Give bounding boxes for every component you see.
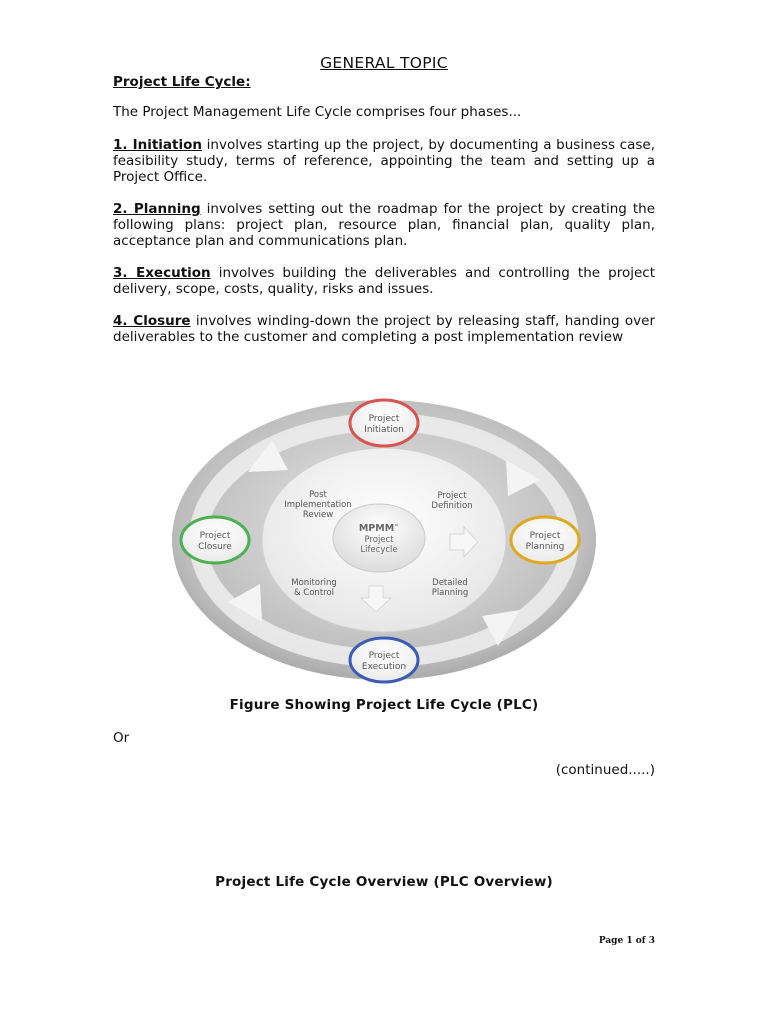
node-project-initiation <box>350 400 418 446</box>
svg-text:Project: Project <box>199 531 231 541</box>
step-detailed-planning: Detailed <box>432 578 468 588</box>
svg-text:Initiation: Initiation <box>364 425 404 435</box>
phase-text: involves winding-down the project by releasing staff, handing over deliverables to the customer and completing a post implementation review <box>113 313 655 345</box>
step-detailed-planning: Planning <box>431 588 469 598</box>
page-title: GENERAL TOPIC <box>320 54 448 72</box>
node-project-closure <box>181 517 249 563</box>
center-label: Lifecycle <box>360 545 398 555</box>
center-label: Project <box>364 535 394 545</box>
svg-text:Project: Project <box>529 531 561 541</box>
project-lifecycle-diagram <box>168 388 600 684</box>
step-project-definition: Project <box>437 491 467 501</box>
phase-text: involves building the deliverables and controlling the project delivery, scope, costs, quality, risks and issues. <box>113 265 655 297</box>
svg-text:Closure: Closure <box>198 542 232 552</box>
step-post-implementation-review: Review <box>302 510 334 520</box>
figure-caption: Figure Showing Project Life Cycle (PLC) <box>229 697 539 713</box>
step-monitoring-control: & Control <box>293 588 335 598</box>
svg-text:Project: Project <box>368 414 400 424</box>
section-heading: Project Life Cycle: <box>113 74 251 90</box>
or-text: Or <box>113 730 130 746</box>
svg-text:Planning: Planning <box>525 542 565 552</box>
phase-closure-paragraph <box>113 313 655 345</box>
node-project-planning <box>511 517 579 563</box>
svg-text:Execution: Execution <box>361 662 407 672</box>
center-label: MPMM™ <box>358 523 400 534</box>
phase-execution-paragraph <box>113 265 655 297</box>
phase-label: 3. Execution <box>113 265 211 281</box>
step-monitoring-control: Monitoring <box>291 578 337 588</box>
phase-planning-paragraph <box>113 201 655 249</box>
overview-heading: Project Life Cycle Overview (PLC Overview) <box>215 874 553 890</box>
svg-text:Project: Project <box>368 651 400 661</box>
phase-label: 2. Planning <box>113 201 201 217</box>
node-project-execution <box>350 638 418 682</box>
phase-text: involves setting out the roadmap for the project by creating the following plans: project plan, resource plan, financial plan, quality plan, acceptance plan and communications plan. <box>113 201 655 249</box>
continued-text: (continued.....) <box>555 762 655 778</box>
step-project-definition: Definition <box>431 501 473 511</box>
phase-text: involves starting up the project, by documenting a business case, feasibility study, terms of reference, appointing the team and setting up a Project Office. <box>113 137 656 185</box>
phase-label: 4. Closure <box>113 313 191 329</box>
step-post-implementation-review: Post <box>309 490 327 500</box>
step-post-implementation-review: Implementation <box>284 500 352 510</box>
phase-label: 1. Initiation <box>113 137 203 153</box>
phase-initiation-paragraph <box>113 137 655 185</box>
page-number: Page 1 of 3 <box>598 936 655 946</box>
intro-text: The Project Management Life Cycle comprises four phases... <box>113 104 522 120</box>
